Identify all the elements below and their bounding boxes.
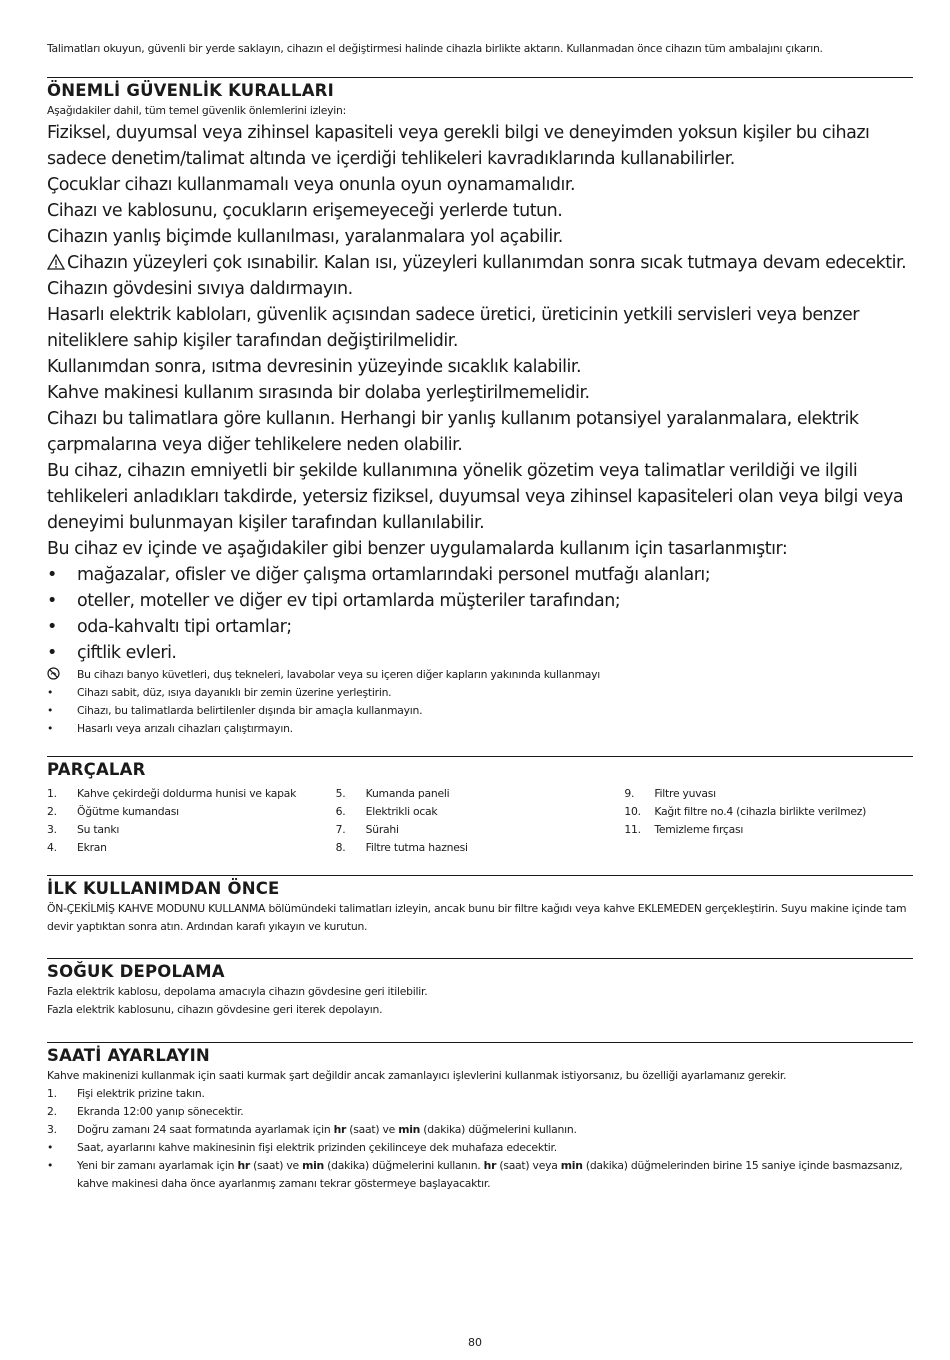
- warning-triangle-icon: [47, 254, 65, 270]
- bullet-mark: •: [47, 565, 57, 585]
- clock-step: [47, 1121, 913, 1139]
- part-number: 10.: [624, 805, 641, 818]
- part-label: Elektrikli ocak: [365, 805, 438, 818]
- list-item: [47, 720, 913, 738]
- part-number: 1.: [47, 787, 57, 800]
- list-item: [47, 562, 913, 588]
- bullet-text-part: Yeni bir zamanı ayarlamak için: [77, 1159, 238, 1172]
- list-item-text: mağazalar, ofisler ve diğer çalışma ortamlarındaki personel mutfağı alanları;: [77, 565, 711, 585]
- list-item-text: çiftlik evleri.: [77, 643, 177, 663]
- safety-line: Bu cihaz ev içinde ve aşağıdakiler gibi benzer uygulamalarda kullanım için tasarlanmıştır:: [47, 539, 788, 559]
- safety-line: Cihazın yanlış biçimde kullanılması, yaralanmalara yol açabilir.: [47, 227, 563, 247]
- part-label: Filtre yuvası: [654, 787, 716, 800]
- bullet-mark: •: [47, 686, 54, 699]
- step-text-part: Doğru zamanı 24 saat formatında ayarlamak için: [77, 1123, 334, 1136]
- safety-line: Fiziksel, duyumsal veya zihinsel kapasiteli veya gerekli bilgi ve deneyimden yoksun kişiler bu cihazı sadece denetim/talimat altında ve içerdiği tehlikeleri kavradıklarında kullanabilirler.: [47, 123, 870, 169]
- no-water-prohibition-icon: [47, 667, 60, 680]
- clock-step: [47, 1103, 913, 1121]
- bullet-mark: •: [47, 591, 57, 611]
- part-label: Kumanda paneli: [365, 787, 450, 800]
- list-item-text: Cihazı sabit, düz, ısıya dayanıklı bir zemin üzerine yerleştirin.: [77, 686, 392, 699]
- safety-line: Hasarlı elektrik kabloları, güvenlik açısından sadece üretici, üreticinin yetkili servisleri veya benzer niteliklere sahip kişiler tarafından değiştirilmelidir.: [47, 305, 859, 351]
- step-text-part: (saat) ve: [346, 1123, 399, 1136]
- first-use-heading: İLK KULLANIMDAN ÖNCE: [47, 879, 280, 898]
- clock-section: [47, 1042, 913, 1193]
- storage-line: Fazla elektrik kablosu, depolama amacıyla cihazın gövdesine geri itilebilir.: [47, 985, 428, 998]
- safety-line: Cihazın gövdesini sıvıya daldırmayın.: [47, 279, 353, 299]
- first-use-section: [47, 875, 913, 936]
- list-item: [47, 702, 913, 720]
- part-number: 5.: [335, 787, 346, 800]
- clock-bullet: [47, 1139, 913, 1157]
- part-number: 8.: [335, 841, 346, 854]
- bullet-text-part: (dakika) düğmelerinden birine 15 saniye içinde basmazsanız, kahve makinesi daha önce ayarlanmış zamanı tekrar göstermeye başlayacaktır.: [77, 1159, 903, 1190]
- list-item: [47, 588, 913, 614]
- safety-line: Cihazı bu talimatlara göre kullanın. Herhangi bir yanlış kullanım potansiyel yaralanmalara, elektrik çarpmalarına veya diğer tehlikelere neden olabilir.: [47, 409, 859, 455]
- part-number: 3.: [47, 823, 57, 836]
- list-item-text: Hasarlı veya arızalı cihazları çalıştırmayın.: [77, 722, 293, 735]
- safety-line: Kullanımdan sonra, ısıtma devresinin yüzeyinde sıcaklık kalabilir.: [47, 357, 582, 377]
- part-item: [336, 785, 625, 803]
- section-divider: [47, 875, 913, 876]
- section-divider: [47, 77, 913, 78]
- part-item: [624, 821, 913, 839]
- storage-line: Fazla elektrik kablosunu, cihazın gövdesine geri iterek depolayın.: [47, 1003, 383, 1016]
- safety-subtitle: Aşağıdakiler dahil, tüm temel güvenlik önlemlerini izleyin:: [47, 104, 347, 117]
- bullet-mark: •: [47, 1141, 54, 1154]
- part-item: [336, 839, 625, 857]
- min-button-label: min: [560, 1159, 583, 1172]
- part-label: Temizleme fırçası: [654, 823, 744, 836]
- step-number: 2.: [47, 1105, 57, 1118]
- part-label: Kahve çekirdeği doldurma hunisi ve kapak: [77, 787, 297, 800]
- step-number: 1.: [47, 1087, 57, 1100]
- first-use-text: ÖN-ÇEKİLMİŞ KAHVE MODUNU KULLANMA bölümündeki talimatları izleyin, ancak bunu bir filtre kağıdı veya kahve EKLEMEDEN gerçekleştirin. Suyu makine içinde tam devir yaptıktan sonra atın. Ardından karafı yıkayın ve kurutun.: [47, 902, 907, 933]
- parts-column: [47, 785, 336, 857]
- intro-text: Talimatları okuyun, güvenli bir yerde saklayın, cihazın el değiştirmesi halinde cihazla birlikte aktarın. Kullanmadan önce cihazın tüm ambalajını çıkarın.: [47, 42, 823, 55]
- bullet-mark: •: [47, 722, 54, 735]
- safety-line: Cihazın yüzeyleri çok ısınabilir. Kalan ısı, yüzeyleri kullanımdan sonra sıcak tutmaya devam edecektir.: [67, 253, 907, 273]
- parts-list: [47, 785, 913, 857]
- part-number: 2.: [47, 805, 57, 818]
- bullet-text: [77, 1157, 913, 1193]
- hr-button-label: hr: [237, 1159, 250, 1172]
- part-number: 4.: [47, 841, 57, 854]
- part-item: [624, 803, 913, 821]
- part-item: [47, 803, 336, 821]
- clock-step: [47, 1085, 913, 1103]
- storage-heading: SOĞUK DEPOLAMA: [47, 962, 225, 981]
- part-label: Su tankı: [77, 823, 120, 836]
- no-water-item: [47, 666, 913, 684]
- step-number: 3.: [47, 1123, 57, 1136]
- parts-section: [47, 756, 913, 857]
- list-item-text: oteller, moteller ve diğer ev tipi ortamlarda müşteriler tarafından;: [77, 591, 621, 611]
- step-text-part: (dakika) düğmelerini kullanın.: [420, 1123, 577, 1136]
- part-number: 9.: [624, 787, 635, 800]
- page-number: 80: [468, 1336, 482, 1349]
- part-number: 6.: [335, 805, 346, 818]
- part-item: [624, 785, 913, 803]
- list-item-text: oda-kahvaltı tipi ortamlar;: [77, 617, 292, 637]
- part-item: [336, 803, 625, 821]
- part-item: [47, 839, 336, 857]
- step-text: [77, 1121, 913, 1139]
- bullet-mark: •: [47, 704, 54, 717]
- storage-section: [47, 958, 913, 1019]
- section-divider: [47, 1042, 913, 1043]
- bullet-mark: •: [47, 643, 57, 663]
- list-item: [47, 684, 913, 702]
- parts-column: [624, 785, 913, 857]
- safety-line: Kahve makinesi kullanım sırasında bir dolaba yerleştirilmemelidir.: [47, 383, 590, 403]
- bullet-text: Saat, ayarlarını kahve makinesinin fişi elektrik prizinden çekilinceye dek muhafaza edecektir.: [77, 1141, 557, 1154]
- safety-line: Cihazı ve kablosunu, çocukların erişemeyeceği yerlerde tutun.: [47, 201, 563, 221]
- step-text: Fişi elektrik prizine takın.: [77, 1087, 205, 1100]
- clock-intro: Kahve makinenizi kullanmak için saati kurmak şart değildir ancak zamanlayıcı işlevlerini kullanmak istiyorsanız, bu özelliği ayarlamanız gerekir.: [47, 1069, 787, 1082]
- hr-button-label: hr: [333, 1123, 347, 1136]
- part-item: [47, 785, 336, 803]
- parts-heading: PARÇALAR: [47, 760, 146, 779]
- part-number: 11.: [624, 823, 641, 836]
- bullet-text-part: (dakika) düğmelerini kullanın.: [323, 1159, 484, 1172]
- min-button-label: min: [302, 1159, 324, 1172]
- safety-heading: ÖNEMLİ GÜVENLİK KURALLARI: [47, 81, 334, 100]
- safety-section: [47, 77, 913, 738]
- safety-line: Çocuklar cihazı kullanmamalı veya onunla oyun oynamamalıdır.: [47, 175, 576, 195]
- part-item: [336, 821, 625, 839]
- list-item: [47, 614, 913, 640]
- bullet-text-part: (saat) veya: [496, 1159, 561, 1172]
- step-text: Ekranda 12:00 yanıp sönecektir.: [77, 1105, 244, 1118]
- clock-bullet: [47, 1157, 913, 1193]
- min-button-label: min: [398, 1123, 421, 1136]
- part-label: Öğütme kumandası: [77, 805, 179, 818]
- list-item-text: Bu cihazı banyo küvetleri, duş tekneleri, lavabolar veya su içeren diğer kapların yakınında kullanmayı: [77, 668, 601, 681]
- list-item: [47, 640, 913, 666]
- bullet-text-part: (saat) ve: [249, 1159, 303, 1172]
- bullet-mark: •: [47, 1159, 54, 1172]
- safety-line: Bu cihaz, cihazın emniyetli bir şekilde kullanımına yönelik gözetim veya talimatlar verildiği ve ilgili tehlikeleri anladıkları takdirde, yetersiz fiziksel, duyumsal veya zihinsel kapasiteleri olan veya bilgi veya deneyimi bulunmayan kişiler tarafından kullanılabilir.: [47, 461, 904, 533]
- part-label: Sürahi: [365, 823, 399, 836]
- section-divider: [47, 958, 913, 959]
- section-divider: [47, 756, 913, 757]
- clock-heading: SAATİ AYARLAYIN: [47, 1046, 210, 1065]
- part-label: Kağıt filtre no.4 (cihazla birlikte verilmez): [654, 805, 867, 818]
- bullet-mark: •: [47, 617, 57, 637]
- list-item-text: Cihazı, bu talimatlarda belirtilenler dışında bir amaçla kullanmayın.: [77, 704, 423, 717]
- part-label: Filtre tutma haznesi: [365, 841, 468, 854]
- hr-button-label: hr: [483, 1159, 497, 1172]
- part-label: Ekran: [77, 841, 107, 854]
- part-number: 7.: [335, 823, 346, 836]
- safety-warning-line: [47, 250, 913, 276]
- parts-column: [336, 785, 625, 857]
- part-item: [47, 821, 336, 839]
